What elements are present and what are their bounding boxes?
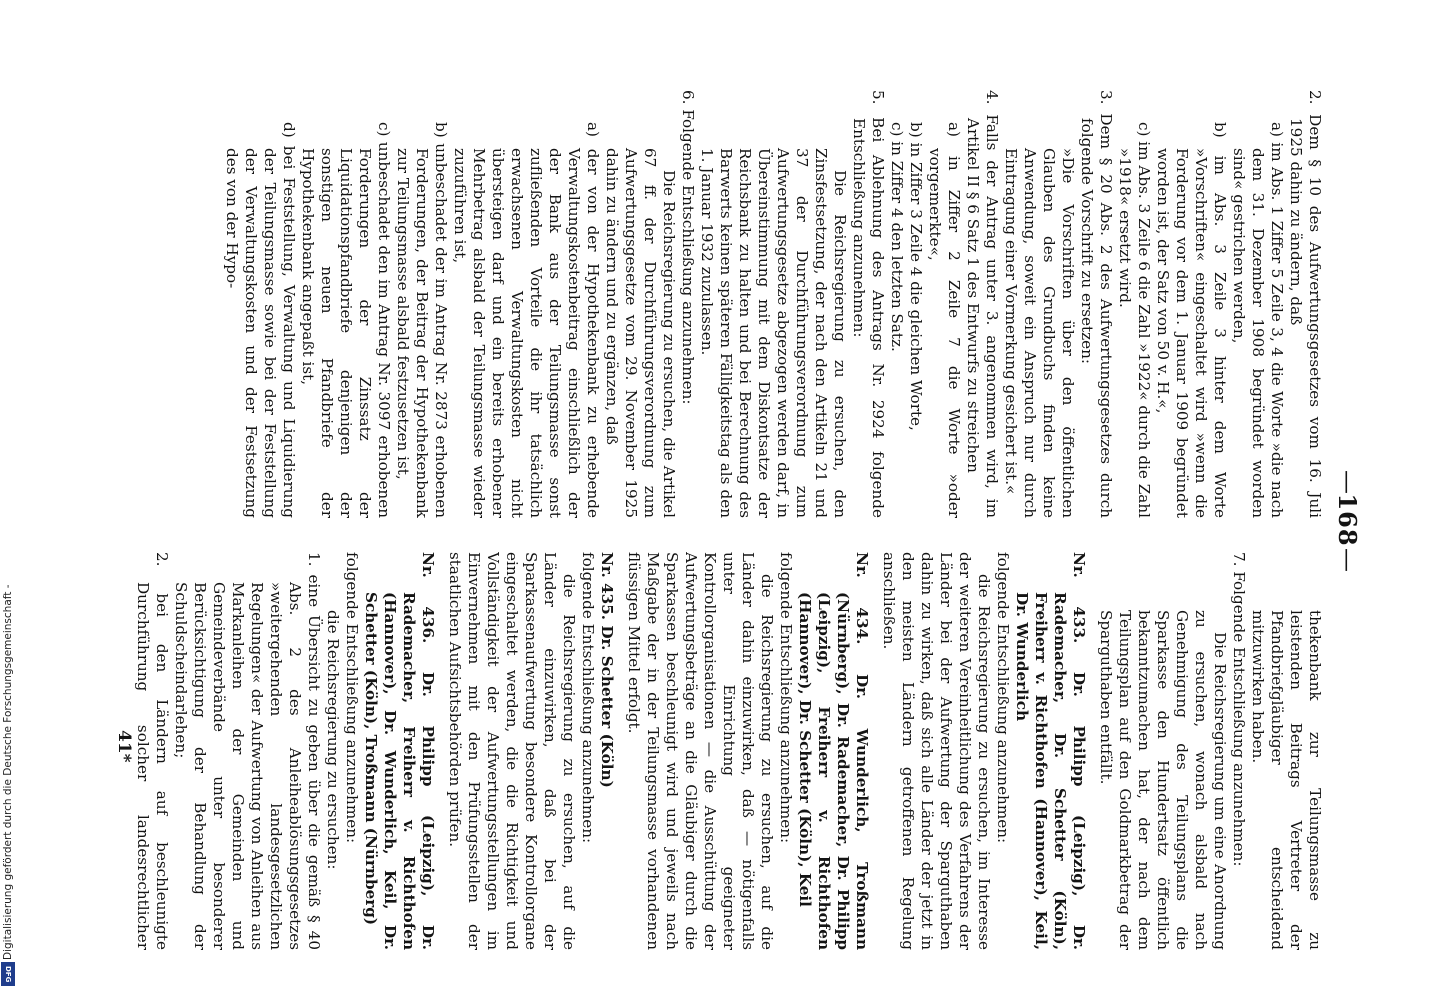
paragraph: 1. eine Übersicht zu geben über die gemäß § 40 Abs. 2 des Anleiheablösungsgesetzes »weitergehenden landesgesetzlichen Regelungen« der Aufwertung von Anleihen aus Markanleihen der Gemeinden und Gemeindeverbände unter besonderer Berücksichtigung der Behandlung der Schuldscheindarlehen;: [172, 552, 323, 950]
paragraph: 2. Dem § 10 des Aufwertungsgesetzes vom 16. Juli 1925 dahin zu ändern, daß: [1287, 90, 1324, 518]
text-column-first: [134, 90, 1324, 518]
paragraph: 7. Folgende Entschließung anzunehmen:: [1230, 552, 1248, 867]
header-dash-right: —: [1334, 548, 1362, 572]
footer-text: Digitalisierung gefördert durch die Deutsche Forschungsgemeinschaft -: [2, 584, 14, 960]
signature-mark: 41*: [114, 730, 134, 763]
paragraph: b) in Ziffer 3 Zeile 4 die gleichen Worte,: [907, 122, 925, 431]
paragraph: die Reichsregierung zu ersuchen, auf die Länder dahin einzuwirken, daß — nötigenfalls unter Einrichtung geeigneter Kontrollorganisationen — die Ausschüttung der Aufwertungsbeträge an die Gläubiger durch die Sparkassen beschleunigt wird und jeweils nach Maßgabe der in der Teilungsmasse vorhandenen flüssigen Mittel erfolgt.: [625, 552, 776, 950]
paragraph-gap: [437, 552, 445, 950]
paragraph: c) unbeschadet den im Antrag Nr. 3097 erhobenen Forderungen der Zinssatz der Liquidationspfandbriefe denjenigen der sonstigen neuen Pfandbriefe der Hypothekenbank angepaßt ist,: [299, 122, 393, 518]
paragraph: 3. Dem § 20 Abs. 2 des Aufwertungsgesetzes durch folgende Vorschrift zu ersetzen:: [1078, 90, 1115, 518]
paragraph: folgende Entschließung anzunehmen:: [579, 552, 597, 844]
text-column-second: [134, 552, 1324, 950]
paragraph: a) im Abs. 1 Ziffer 5 Zeile 3, 4 die Worte »die nach dem 31. Dezember 1908 begründet worden sind« gestrichen werden,: [1230, 122, 1286, 518]
paragraph: 2. bei den Ländern auf beschleunigte Durchführung solcher landesrechtlicher: [134, 552, 171, 950]
page-header: [1326, 90, 1362, 950]
motion-heading: Nr. 434. Dr. Wunderlich, Troßmann (Nürnberg), Dr. Rademacher, Dr. Philipp (Leipzig), Freiherr v. Richthofen (Hannover), Dr. Schetter (Köln), Keil: [796, 552, 871, 950]
paragraph: Die Reichsregierung zu ersuchen, die Artikel 67 ff. der Durchführungsverordnung zum Aufwertungsgesetze vom 29. November 1925 dahin zu ändern und zu ergänzen, daß: [603, 148, 678, 518]
paragraph: Die Reichsregierung zu ersuchen, den Zinsfestsetzung, der nach den Artikeln 21 und 37 der Durchführungsverordnung zum Aufwertungsgesetze abgezogen werden darf, in Übereinstimmung mit dem Diskontsatze der Reichsbank zu halten und bei Berechnung des Barwerts keinen späteren Fälligkeitstag als den 1. Januar 1932 zuzulassen.: [698, 148, 849, 518]
paragraph: Die Reichsregierung um eine Anordnung zu ersuchen, wonach alsbald nach Genehmigung des Teilungsplans die Sparkasse den Hundertsatz öffentlich bekanntzumachen hat, der nach dem Teilungsplan auf den Goldmarkbetrag der Sparguthaben entfällt.: [1097, 610, 1229, 950]
header-dash-left: —: [1334, 470, 1362, 494]
dfg-logo-icon: DFG: [1, 962, 15, 986]
paragraph: a) in Ziffer 2 Zeile 7 die Worte »oder vorgemerkte«,: [926, 122, 963, 518]
document-page: [100, 90, 1362, 950]
paragraph: d) bei Feststellung, Verwaltung und Liquidierung der Teilungsmasse sowie bei der Feststellung der Verwaltungskosten und der Festsetzung des von der Hypo-: [223, 122, 298, 518]
paragraph-gap: [1088, 552, 1096, 950]
paragraph: 5. Bei Ablehnung des Antrags Nr. 2924 folgende Entschließung anzunehmen:: [850, 90, 887, 518]
paragraph: 6. Folgende Entschließung anzunehmen:: [679, 90, 697, 405]
motion-heading: Nr. 433. Dr. Philipp (Leipzig), Dr. Rademacher, Dr. Schetter (Köln), Freiherr v. Richthofen (Hannover), Keil, Dr. Wunderlich: [1013, 552, 1088, 950]
motion-heading: Nr. 435. Dr. Schetter (Köln): [598, 552, 616, 788]
paragraph: die Reichsregierung zu ersuchen, auf die Länder einzuwirken, daß bei der Sparkassenaufwertung besondere Kontrollorgane eingeschaltet werden, die die Richtigkeit und Vollständigkeit der Aufwertungsstellungen im Einvernehmen mit den Prüfungsstellen der staatlichen Aufsichtsbehörden prüfen.: [446, 552, 578, 950]
paragraph: folgende Entschließung anzunehmen:: [343, 552, 361, 844]
page-number: 168: [1333, 493, 1362, 547]
paragraph: thekenbank zur Teilungsmasse zu leistenden Beitrags Vertreter der Pfandbriefgläubiger entscheidend mitzuwirken haben.: [1249, 610, 1324, 950]
paragraph: a) der von der Hypothekenbank zu erhebende Verwaltungskostenbeitrag einschließlich der der Bank aus der Teilungsmasse sonst zufließenden Vorteile die ihr tatsächlich erwachsenen Verwaltungskosten nicht übersteigen darf und ein bereits erhobener Mehrbetrag alsbald der Teilungsmasse wieder zuzuführen ist,: [451, 122, 602, 518]
paragraph: folgende Entschließung anzunehmen:: [994, 552, 1012, 844]
paragraph: 4. Falls der Antrag unter 3. angenommen wird, im Artikel II § 6 Satz 1 des Entwurfs zu streichen: [964, 90, 1001, 518]
paragraph: folgende Entschließung anzunehmen:: [777, 552, 795, 844]
motion-heading: Nr. 436. Dr. Philipp (Leipzig), Dr. Rademacher, Freiherr v. Richthofen (Hannover), Dr. Wunderlich, Keil, Dr. Schetter (Köln), Troßmann (Nürnberg): [362, 552, 437, 950]
paragraph: c) in Ziffer 4 den letzten Satz.: [888, 122, 906, 352]
paragraph-gap: [616, 552, 624, 950]
paragraph: die Reichsregierung zu ersuchen:: [324, 610, 342, 870]
paragraph: b) im Abs. 3 Zeile 3 hinter dem Worte »Vorschriften« eingeschaltet wird »wenn die Forderung vor dem 1. Januar 1909 begründet worden ist, der Satz von 50 v. H.«,: [1154, 122, 1229, 518]
paragraph: »Die Vorschriften über den öffentlichen Glauben des Grundbuchs finden keine Anwendung, soweit ein Anspruch nur durch Eintragung einer Vormerkung gesichert ist.«: [1002, 148, 1077, 518]
digitization-footer: [0, 584, 22, 1000]
paragraph-gap: [871, 552, 879, 950]
paragraph: die Reichsregierung zu ersuchen, im Interesse der weiteren Vereinheitlichung des Verfahrens der Länder bei der Aufwertung der Sparguthaben dahin zu wirken, daß sich alle Länder der jetzt in den meisten Ländern getroffenen Regelung anschließen.: [880, 552, 993, 950]
paragraph: c) im Abs. 3 Zeile 6 die Zahl »1922« durch die Zahl »1918« ersetzt wird.: [1116, 122, 1153, 518]
paragraph: b) unbeschadet der im Antrag Nr. 2873 erhobenen Forderungen, der Beitrag der Hypothekenbank zur Teilungsmasse alsbald festzusetzen ist,: [394, 122, 450, 518]
